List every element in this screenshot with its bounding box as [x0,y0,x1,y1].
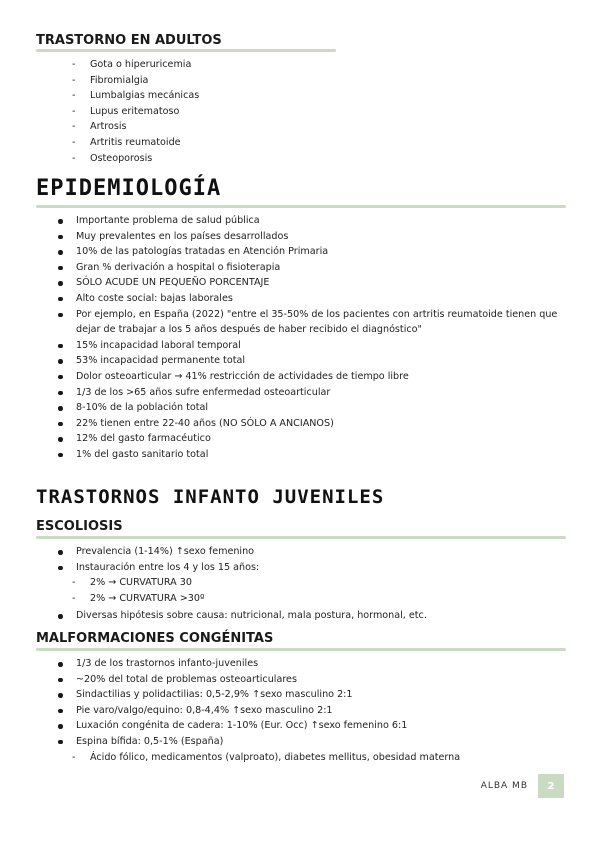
list-item: 22% tienen entre 22-40 años (NO SÓLO A ANCIANOS) [56,416,566,432]
list-item: 1% del gasto sanitario total [56,447,566,463]
list-item: - Gota o hiperuricemia [72,57,199,73]
list-item: 10% de las patologías tratadas en Atención Primaria [56,244,566,260]
list-item: - Ácido fólico, medicamentos (valproato), diabetes mellitus, obesidad materna [72,750,460,766]
heading-underline [36,648,566,651]
list-item: 15% incapacidad laboral temporal [56,338,566,354]
page-number: 2 [538,774,564,798]
list-item: - 2% → CURVATURA 30 [72,575,205,591]
list-item: Muy prevalentes en los países desarrollados [56,229,566,245]
list-item: - Osteoporosis [72,151,199,167]
list-item: Diversas hipótesis sobre causa: nutricional, mala postura, hormonal, etc. [56,608,566,624]
author-label: ALBA MB [480,781,528,791]
list-item: ~20% del total de problemas osteoarticulares [56,672,566,688]
page-title-epidemiologia: EPIDEMIOLOGÍA [36,176,222,201]
list-item: 1/3 de los >65 años sufre enfermedad osteoarticular [56,385,566,401]
list-item: Instauración entre los 4 y los 15 años: [56,560,566,576]
list-item: 53% incapacidad permanente total [56,353,566,369]
list-item: 1/3 de los trastornos infanto-juveniles [56,656,566,672]
list-item: SÓLO ACUDE UN PEQUEÑO PORCENTAJE [56,275,566,291]
escoliosis-sublist [72,575,205,606]
escoliosis-list [56,544,566,575]
list-item: Alto coste social: bajas laborales [56,291,566,307]
list-item: - Lupus eritematoso [72,104,199,120]
heading-underline [36,536,566,539]
adultos-list [72,57,199,166]
epidemiologia-list [56,213,566,463]
list-item: Pie varo/valgo/equino: 0,8-4,4% ↑sexo masculino 2:1 [56,703,566,719]
malformaciones-sublist [72,750,460,766]
section-heading-escoliosis: ESCOLIOSIS [36,519,123,534]
list-item: - 2% → CURVATURA >30º [72,591,205,607]
list-item: 12% del gasto farmacéutico [56,431,566,447]
list-item: Dolor osteoarticular → 41% restricción de actividades de tiempo libre [56,369,566,385]
list-item: Importante problema de salud pública [56,213,566,229]
list-item: Gran % derivación a hospital o fisioterapia [56,260,566,276]
list-item: - Artrosis [72,119,199,135]
escoliosis-list-2 [56,608,566,624]
list-item: Luxación congénita de cadera: 1-10% (Eur. Occ) ↑sexo femenino 6:1 [56,718,566,734]
list-item: Prevalencia (1-14%) ↑sexo femenino [56,544,566,560]
list-item: - Fibromialgia [72,73,199,89]
section-heading-malformaciones: MALFORMACIONES CONGÉNITAS [36,631,274,646]
list-item: Espina bífida: 0,5-1% (España) [56,734,566,750]
section-heading-adultos: TRASTORNO EN ADULTOS [36,33,222,48]
page-title-infanto-juveniles: TRASTORNOS INFANTO JUVENILES [36,486,385,508]
malformaciones-list [56,656,566,750]
list-item: Sindactilias y polidactilias: 0,5-2,9% ↑sexo masculino 2:1 [56,687,566,703]
heading-underline [36,205,566,208]
list-item: 8-10% de la población total [56,400,566,416]
list-item: - Artritis reumatoide [72,135,199,151]
heading-underline [36,49,336,52]
list-item: - Lumbalgias mecánicas [72,88,199,104]
list-item: Por ejemplo, en España (2022) "entre el 35-50% de los pacientes con artritis reumatoide tienen que dejar de trabajar a los 5 años después de haber recibido el diagnóstico" [56,307,566,338]
